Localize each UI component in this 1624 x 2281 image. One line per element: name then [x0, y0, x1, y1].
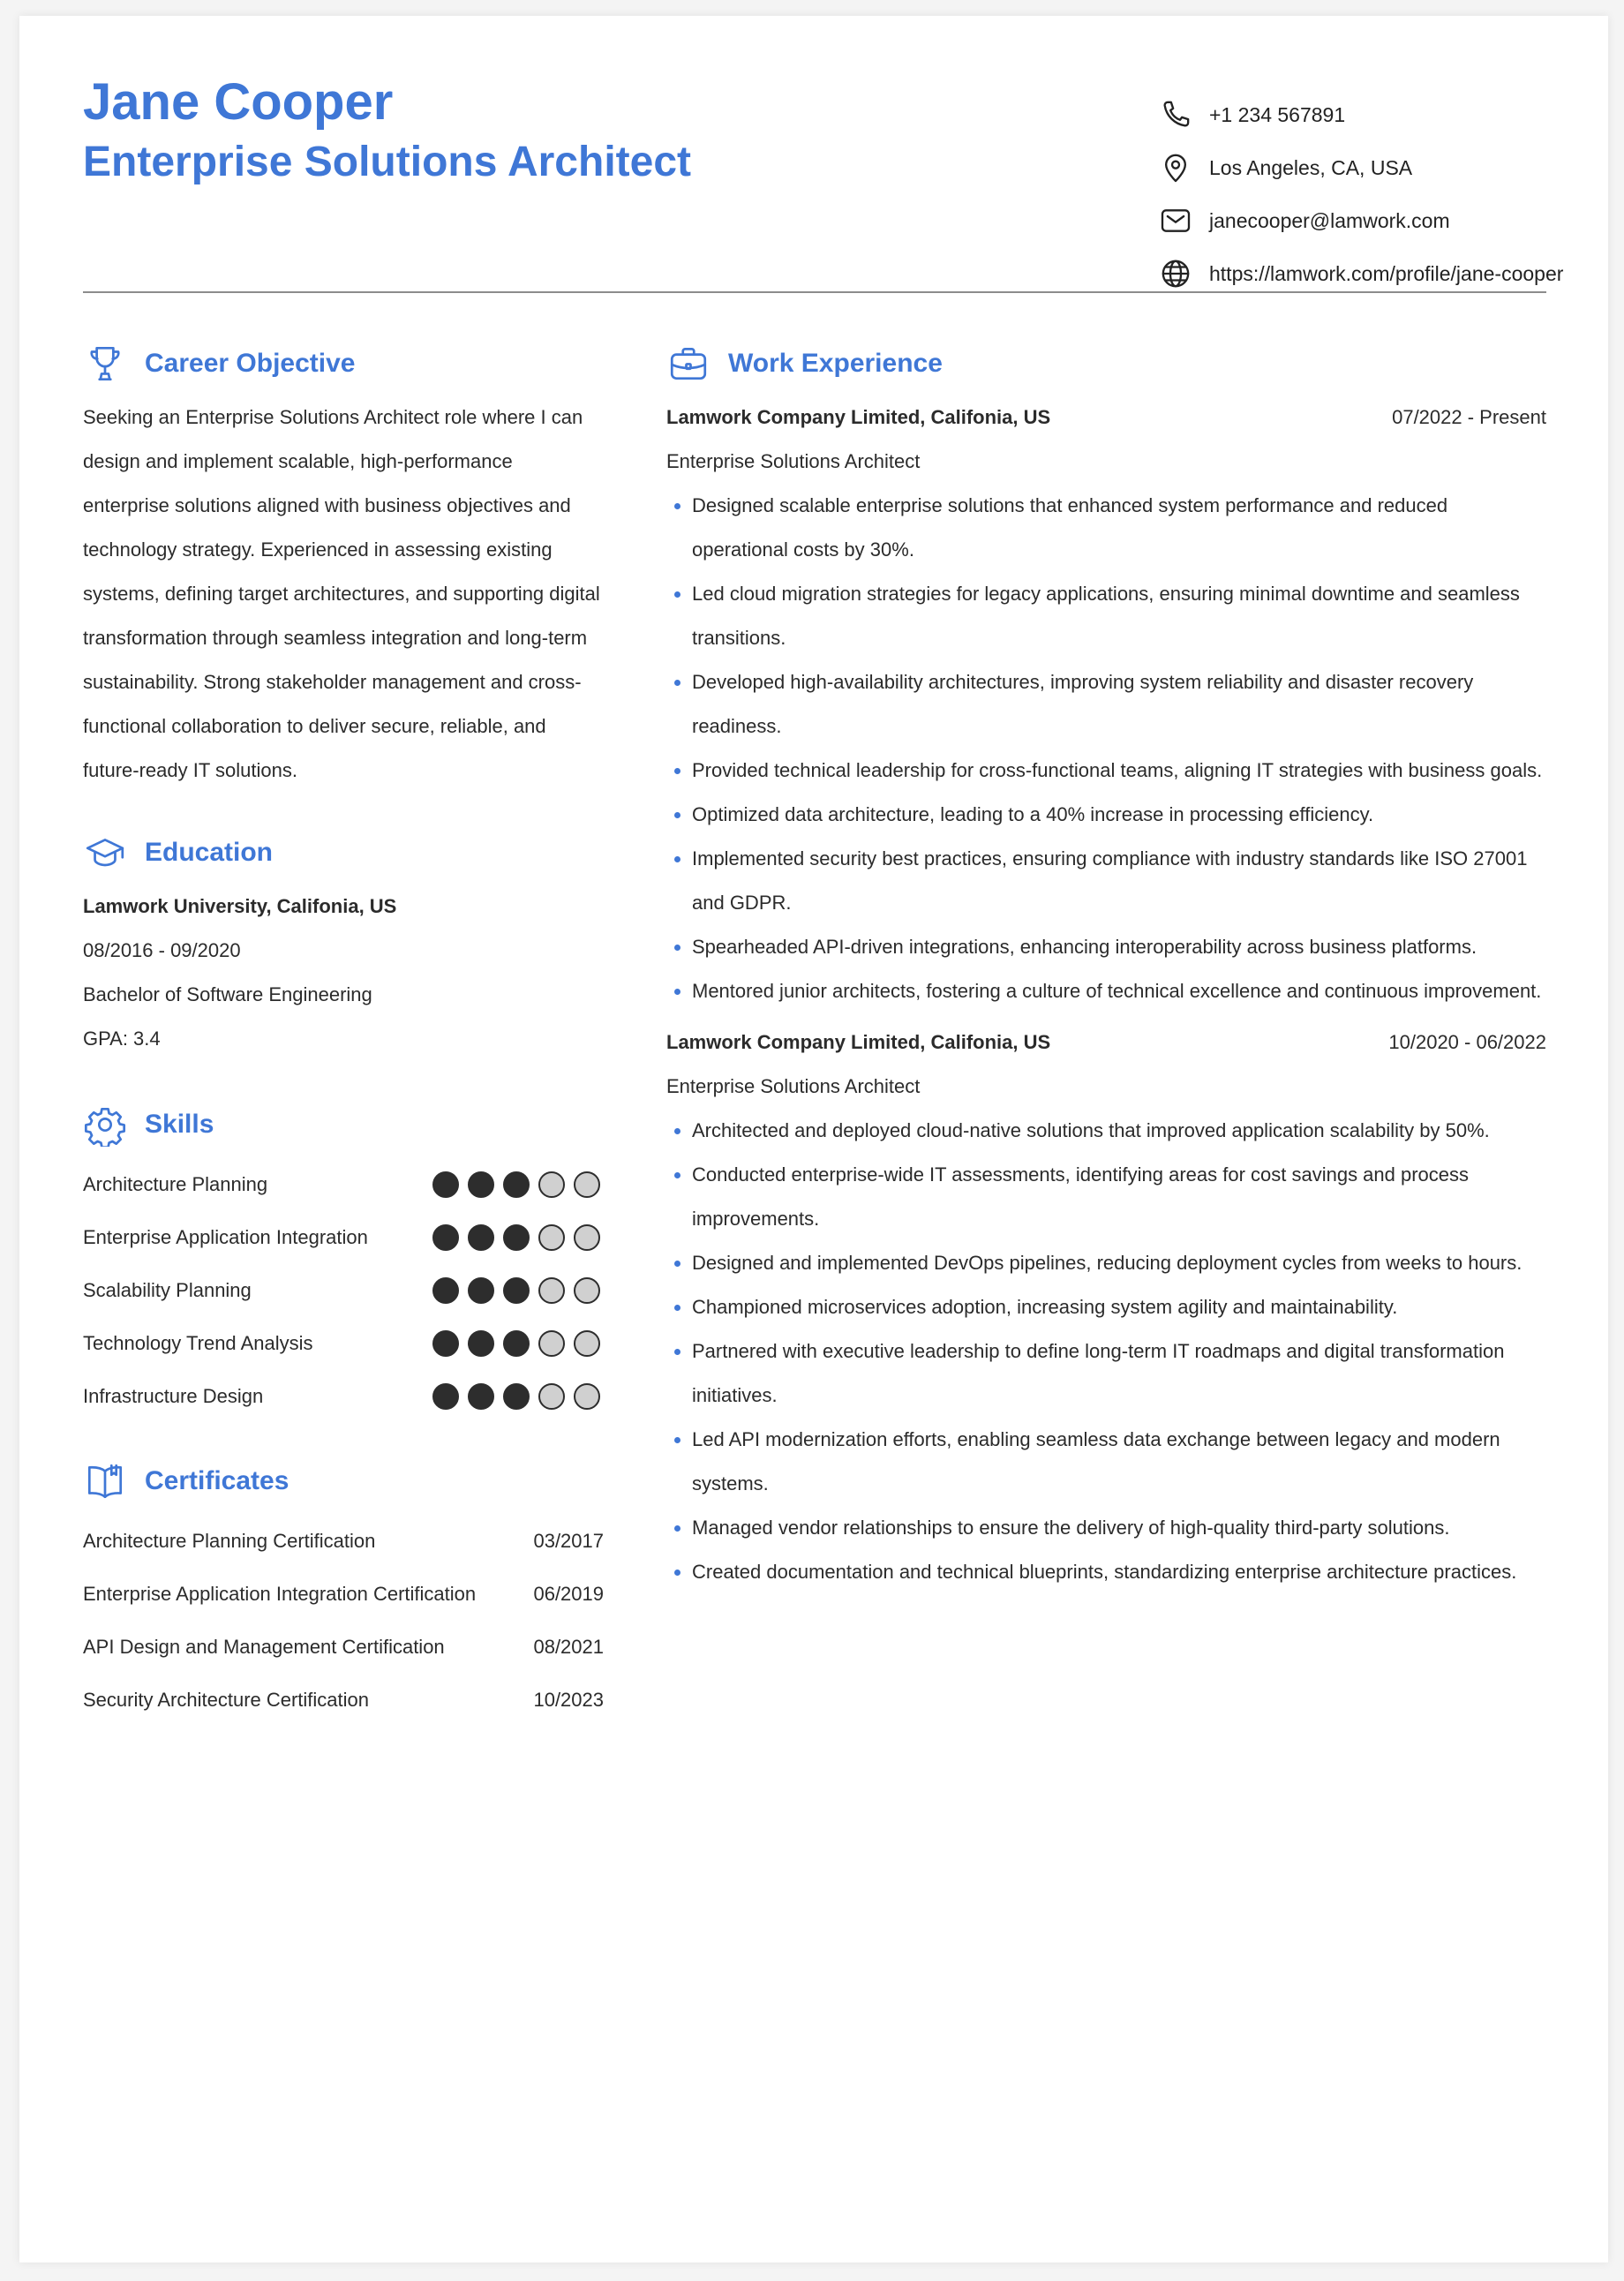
job-company: Lamwork Company Limited, Califonia, US — [666, 1031, 1051, 1053]
rating-dot-empty — [538, 1277, 565, 1304]
graduation-cap-icon — [83, 831, 127, 875]
rating-dot-filled — [503, 1224, 530, 1251]
rating-dot-filled — [432, 1383, 459, 1410]
rating-dot-filled — [468, 1277, 494, 1304]
skill-row — [83, 1317, 604, 1370]
phone-icon — [1158, 97, 1193, 132]
job-company: Lamwork Company Limited, Califonia, US — [666, 406, 1051, 428]
open-book-icon — [83, 1459, 127, 1503]
job-bullet: Designed scalable enterprise solutions that enhanced system performance and reduced operational costs by 30%. — [666, 484, 1546, 572]
education-dates: 08/2016 - 09/2020 — [83, 939, 241, 961]
skill-rating — [432, 1330, 600, 1357]
rating-dot-filled — [503, 1383, 530, 1410]
education-entry — [83, 885, 604, 1061]
job-header — [666, 395, 1546, 440]
objective-title: Career Objective — [145, 349, 356, 378]
job-bullet: Created documentation and technical blueprints, standardizing enterprise architecture practices. — [666, 1550, 1546, 1594]
rating-dot-empty — [538, 1330, 565, 1357]
skill-rating — [432, 1224, 600, 1251]
certificate-name: Enterprise Application Integration Certification — [83, 1583, 477, 1605]
education-degree: Bachelor of Software Engineering — [83, 983, 372, 1005]
skill-rating — [432, 1383, 600, 1410]
job-bullet: Architected and deployed cloud-native solutions that improved application scalability by 50%. — [666, 1109, 1546, 1153]
certificate-date: 03/2017 — [533, 1530, 604, 1552]
job-bullet: Developed high-availability architectures, improving system reliability and disaster recovery readiness. — [666, 660, 1546, 749]
skill-rating — [432, 1171, 600, 1198]
skill-name: Architecture Planning — [83, 1173, 268, 1195]
work-title: Work Experience — [728, 349, 943, 378]
rating-dot-filled — [468, 1171, 494, 1198]
contact-phone — [1158, 88, 1571, 141]
certificate-row — [83, 1515, 604, 1568]
skill-row — [83, 1370, 604, 1423]
rating-dot-empty — [538, 1224, 565, 1251]
contact-email — [1158, 194, 1571, 247]
job-bullet: Conducted enterprise-wide IT assessments, identifying areas for cost savings and process improvements. — [666, 1153, 1546, 1241]
right-column — [666, 335, 1546, 1594]
rating-dot-empty — [574, 1171, 600, 1198]
skill-name: Technology Trend Analysis — [83, 1332, 313, 1354]
location-pin-icon — [1158, 150, 1193, 185]
job-role: Enterprise Solutions Architect — [666, 450, 921, 472]
job-entry — [666, 395, 1546, 1013]
contact-website-text[interactable]: https://lamwork.com/profile/jane-cooper — [1209, 261, 1564, 285]
rating-dot-filled — [432, 1171, 459, 1198]
certificate-date: 08/2021 — [533, 1636, 604, 1658]
rating-dot-filled — [468, 1224, 494, 1251]
mail-icon — [1158, 203, 1193, 238]
job-bullet: Spearheaded API-driven integrations, enhancing interoperability across business platforms. — [666, 925, 1546, 969]
skill-rating — [432, 1277, 600, 1304]
skill-row — [83, 1158, 604, 1211]
contact-list — [1158, 88, 1571, 300]
jobs-list — [666, 395, 1546, 1594]
candidate-title: Enterprise Solutions Architect — [83, 139, 692, 185]
certificate-date: 06/2019 — [533, 1583, 604, 1605]
job-bullet: Championed microservices adoption, increasing system agility and maintainability. — [666, 1285, 1546, 1329]
gear-icon — [83, 1103, 127, 1147]
skills-title: Skills — [145, 1110, 214, 1139]
certificates-list — [83, 1515, 604, 1727]
contact-phone-text: +1 234 567891 — [1209, 102, 1346, 126]
certificate-date: 10/2023 — [533, 1689, 604, 1711]
contact-location-text: Los Angeles, CA, USA — [1209, 155, 1413, 179]
contact-location — [1158, 141, 1571, 194]
certificate-name: API Design and Management Certification — [83, 1636, 445, 1658]
rating-dot-filled — [432, 1277, 459, 1304]
rating-dot-empty — [538, 1171, 565, 1198]
rating-dot-filled — [503, 1171, 530, 1198]
rating-dot-filled — [503, 1277, 530, 1304]
education-gpa: GPA: 3.4 — [83, 1028, 161, 1050]
education-school: Lamwork University, Califonia, US — [83, 895, 397, 917]
rating-dot-empty — [574, 1277, 600, 1304]
trophy-icon — [83, 342, 127, 386]
contact-email-text[interactable]: janecooper@lamwork.com — [1209, 208, 1450, 232]
skill-name: Scalability Planning — [83, 1279, 252, 1301]
rating-dot-filled — [432, 1330, 459, 1357]
certificate-name: Architecture Planning Certification — [83, 1530, 376, 1552]
header-divider — [83, 291, 1546, 293]
globe-icon — [1158, 256, 1193, 291]
job-bullets — [666, 484, 1546, 1013]
certificate-row — [83, 1568, 604, 1621]
skill-row — [83, 1264, 604, 1317]
job-header — [666, 1020, 1546, 1065]
job-bullet: Optimized data architecture, leading to a 40% increase in processing efficiency. — [666, 793, 1546, 837]
job-bullet: Mentored junior architects, fostering a culture of technical excellence and continuous improvement. — [666, 969, 1546, 1013]
rating-dot-filled — [503, 1330, 530, 1357]
rating-dot-filled — [468, 1330, 494, 1357]
job-bullet: Designed and implemented DevOps pipelines, reducing deployment cycles from weeks to hours. — [666, 1241, 1546, 1285]
job-bullet: Implemented security best practices, ensuring compliance with industry standards like ISO 27001 and GDPR. — [666, 837, 1546, 925]
certificate-name: Security Architecture Certification — [83, 1689, 370, 1711]
candidate-name: Jane Cooper — [83, 73, 394, 131]
skill-name: Infrastructure Design — [83, 1385, 264, 1407]
rating-dot-filled — [468, 1383, 494, 1410]
job-bullet: Provided technical leadership for cross-functional teams, aligning IT strategies with business goals. — [666, 749, 1546, 793]
rating-dot-empty — [538, 1383, 565, 1410]
education-title: Education — [145, 838, 274, 867]
education-heading — [83, 824, 604, 881]
certificate-row — [83, 1621, 604, 1674]
rating-dot-filled — [432, 1224, 459, 1251]
skills-list — [83, 1158, 604, 1423]
job-dates: 10/2020 - 06/2022 — [1388, 1031, 1546, 1053]
objective-text: Seeking an Enterprise Solutions Architect role where I can design and implement scalable, high-performance enterprise solutions aligned with business objectives and technology strategy. Experienced in assessing existing systems, defining target architectures, and supporting digital transformation through seamless integration and long-term sustainability. Strong stakeholder management and cross-functional collaboration to deliver secure, reliable, and future-ready IT solutions. — [83, 406, 600, 781]
certificates-title: Certificates — [145, 1466, 289, 1495]
job-bullets — [666, 1109, 1546, 1594]
rating-dot-empty — [574, 1224, 600, 1251]
job-bullet: Led API modernization efforts, enabling seamless data exchange between legacy and modern systems. — [666, 1418, 1546, 1506]
certificate-row — [83, 1674, 604, 1727]
left-column — [83, 335, 604, 1727]
certificates-heading — [83, 1453, 604, 1509]
work-heading — [666, 335, 1546, 392]
resume-page — [19, 16, 1608, 2262]
job-dates: 07/2022 - Present — [1392, 406, 1546, 428]
skills-heading — [83, 1096, 604, 1153]
briefcase-icon — [666, 342, 710, 386]
skill-name: Enterprise Application Integration — [83, 1226, 368, 1248]
skill-row — [83, 1211, 604, 1264]
objective-heading — [83, 335, 604, 392]
job-entry — [666, 1020, 1546, 1594]
job-role: Enterprise Solutions Architect — [666, 1075, 921, 1097]
rating-dot-empty — [574, 1330, 600, 1357]
rating-dot-empty — [574, 1383, 600, 1410]
job-bullet: Partnered with executive leadership to define long-term IT roadmaps and digital transformation initiatives. — [666, 1329, 1546, 1418]
job-bullet: Led cloud migration strategies for legacy applications, ensuring minimal downtime and seamless transitions. — [666, 572, 1546, 660]
job-bullet: Managed vendor relationships to ensure the delivery of high-quality third-party solutions. — [666, 1506, 1546, 1550]
